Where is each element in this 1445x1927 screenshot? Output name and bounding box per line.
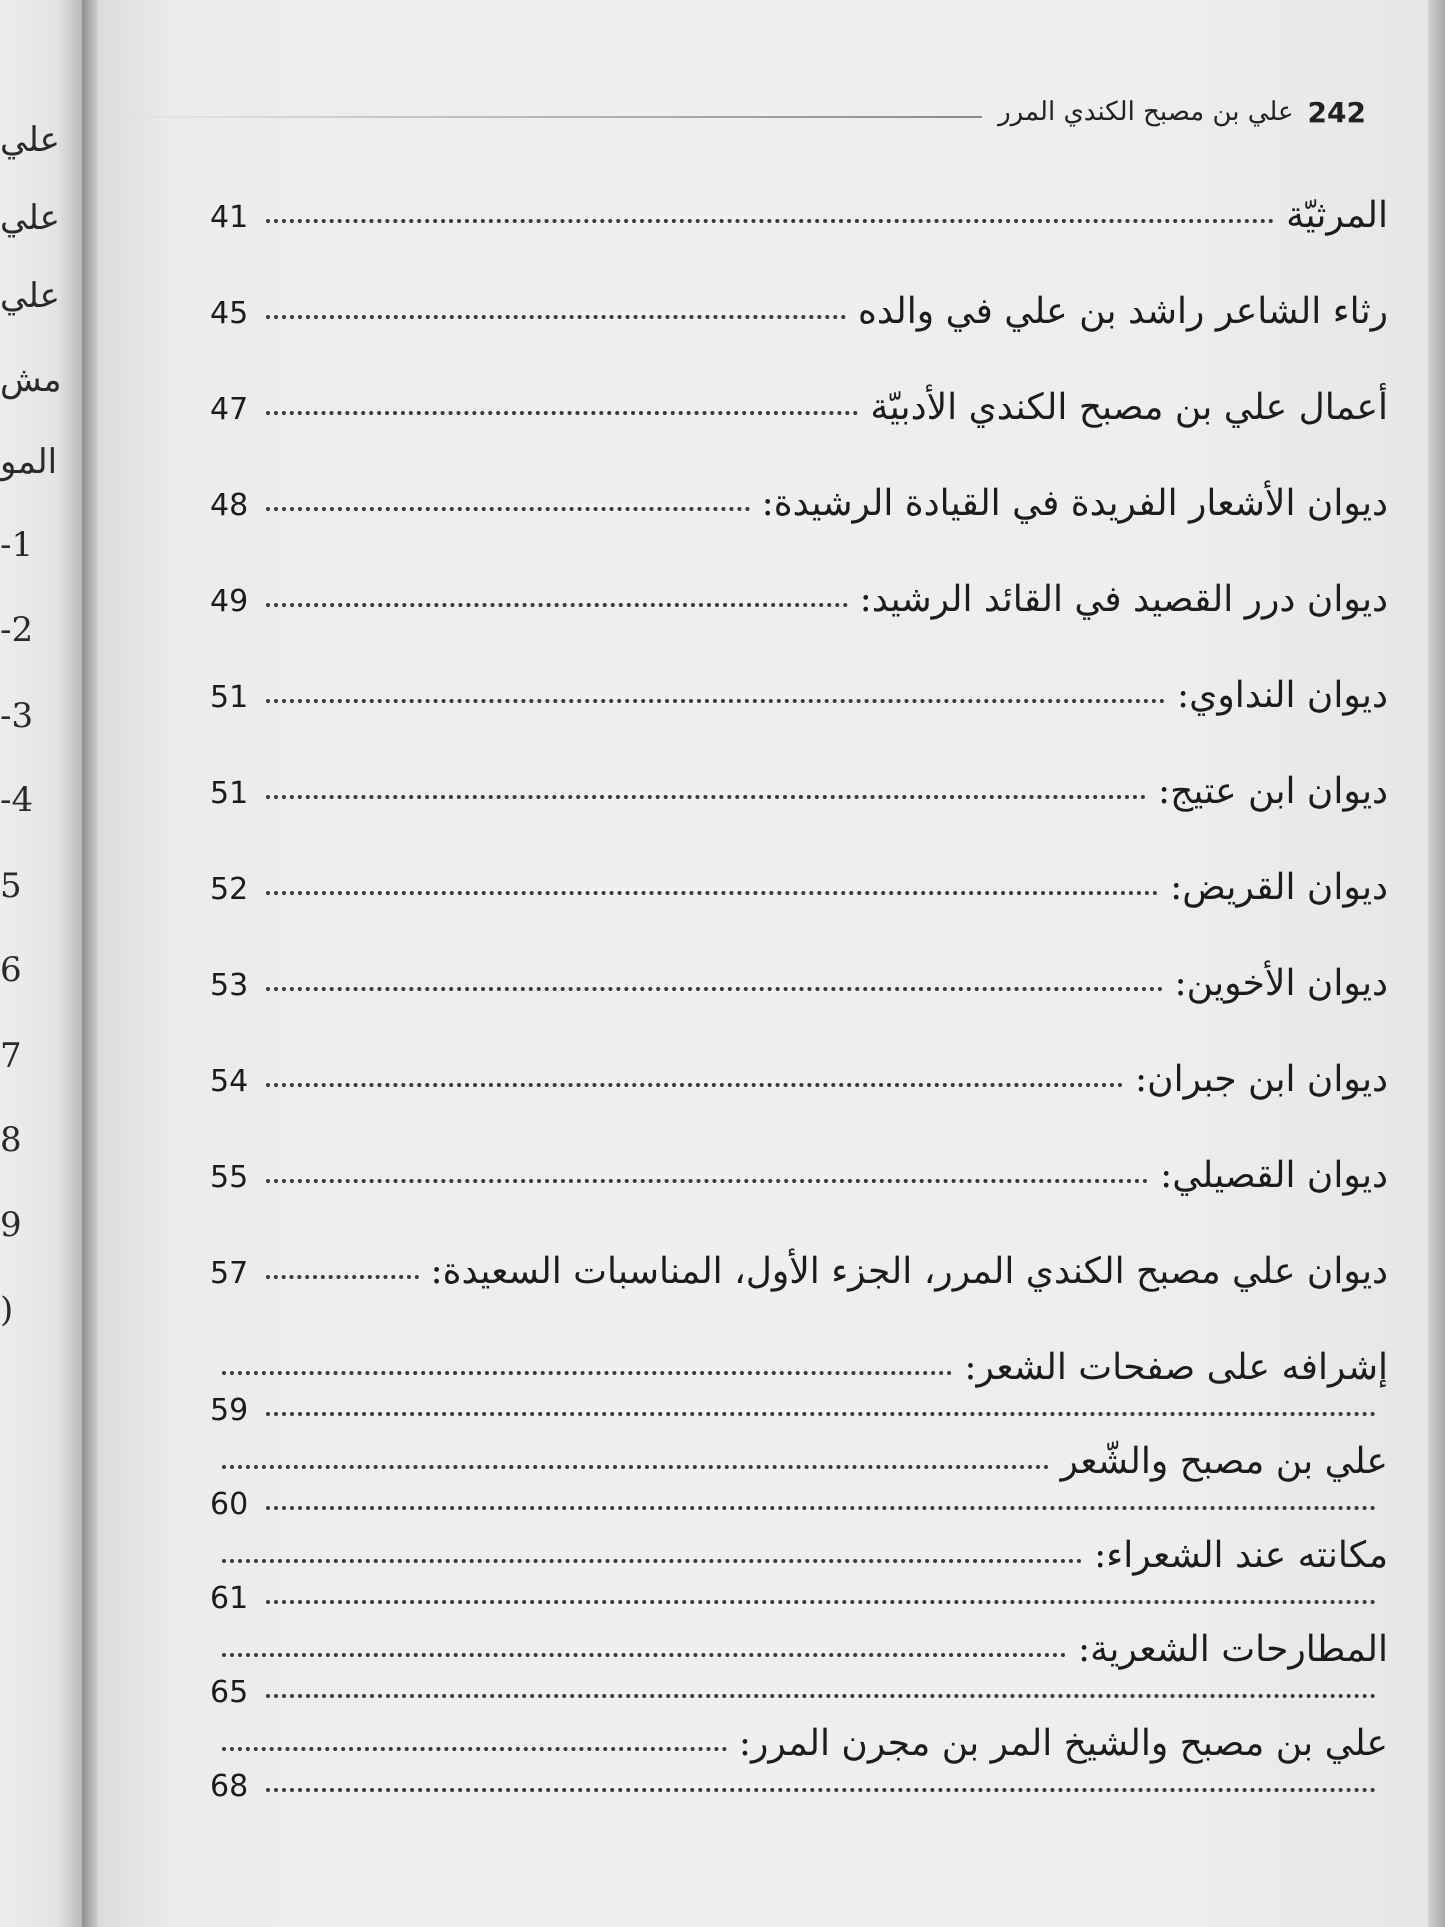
- toc-entry: [210, 675, 1388, 771]
- toc-entry: [210, 1535, 1388, 1629]
- left-page-fragment: 5: [0, 866, 22, 906]
- toc-entry-title: ديوان ابن عتيج:: [1158, 771, 1388, 812]
- dot-leader: [266, 219, 1274, 223]
- toc-entry-title: المرثيّة: [1286, 195, 1388, 236]
- toc-entry: [210, 771, 1388, 867]
- page-stack-edge: [1428, 0, 1445, 1927]
- left-page-fragment: علي: [0, 120, 60, 160]
- left-page-fragment: -4: [0, 780, 34, 820]
- dot-leader: [266, 891, 1158, 895]
- previous-page-edge: [0, 0, 82, 1927]
- toc-entry-title: ديوان القصيلي:: [1160, 1155, 1388, 1196]
- dot-leader: [266, 987, 1163, 991]
- toc-entry-page: 45: [210, 296, 249, 331]
- dot-leader: [266, 1506, 1376, 1510]
- left-page-fragment: علي: [0, 198, 60, 238]
- toc-entry-title: ديوان درر القصيد في القائد الرشيد:: [859, 579, 1388, 620]
- toc-entry-page: 55: [210, 1160, 249, 1195]
- dot-leader: [222, 1747, 727, 1751]
- toc-entry: [210, 867, 1388, 963]
- toc-entry: [210, 579, 1388, 675]
- toc-entry: [210, 1441, 1388, 1535]
- toc-entry: [210, 963, 1388, 1059]
- toc-entry-title: رثاء الشاعر راشد بن علي في والده: [858, 291, 1388, 332]
- dot-leader: [222, 1559, 1082, 1563]
- left-page-fragment: 7: [0, 1036, 22, 1076]
- toc-entry-title: ديوان القريض:: [1170, 867, 1388, 908]
- left-page-fragment: علي: [0, 276, 60, 316]
- toc-entry-title: ديوان ابن جبران:: [1135, 1059, 1388, 1100]
- left-page-fragment: 8: [0, 1120, 22, 1160]
- toc-entry-title: ديوان الأشعار الفريدة في القيادة الرشيدة:: [761, 483, 1388, 524]
- toc-entry-page: 47: [210, 392, 249, 427]
- left-page-fragment: مش: [0, 360, 62, 400]
- toc-entry: [210, 1723, 1388, 1817]
- page-header: [116, 92, 1366, 132]
- toc-entry-page: 65: [210, 1675, 249, 1710]
- toc-entry-page: 68: [210, 1769, 249, 1804]
- toc-entry-page: 61: [210, 1581, 249, 1616]
- dot-leader: [266, 1083, 1123, 1087]
- toc-entry-title: ديوان الأخوين:: [1174, 963, 1388, 1004]
- dot-leader: [266, 315, 846, 319]
- toc-entry-title: إشرافه على صفحات الشعر:: [964, 1347, 1388, 1388]
- table-of-contents: [210, 195, 1388, 1817]
- left-page-fragment: -3: [0, 696, 34, 736]
- left-page-fragment: المو: [0, 442, 58, 482]
- toc-entry-title: مكانته عند الشعراء:: [1094, 1535, 1388, 1576]
- left-page-fragment: ): [0, 1290, 14, 1330]
- running-title: علي بن مصبح الكندي المرر: [998, 97, 1294, 127]
- left-page-fragment: 9: [0, 1205, 22, 1245]
- dot-leader: [266, 1694, 1376, 1698]
- dot-leader: [266, 1412, 1376, 1416]
- toc-entry-page: 60: [210, 1487, 249, 1522]
- dot-leader: [266, 411, 858, 415]
- toc-entry: [210, 1059, 1388, 1155]
- page-number: 242: [1307, 95, 1366, 129]
- toc-entry: [210, 1629, 1388, 1723]
- toc-entry: [210, 1155, 1388, 1251]
- toc-entry: [210, 1347, 1388, 1441]
- dot-leader: [266, 1275, 419, 1279]
- toc-entry-title: أعمال علي بن مصبح الكندي الأدبيّة: [870, 387, 1388, 428]
- dot-leader: [222, 1653, 1066, 1657]
- book-gutter: [82, 0, 98, 1927]
- toc-entry: [210, 1251, 1388, 1347]
- toc-entry-page: 48: [210, 488, 249, 523]
- toc-entry: [210, 195, 1388, 291]
- toc-entry-title: ديوان علي مصبح الكندي المرر، الجزء الأول، المناسبات السعيدة:: [430, 1251, 1388, 1292]
- toc-entry-title: علي بن مصبح والشّعر: [1060, 1441, 1388, 1482]
- header-rule: [116, 116, 982, 118]
- toc-entry-page: 57: [210, 1256, 249, 1291]
- toc-entry: [210, 387, 1388, 483]
- toc-entry-page: 41: [210, 200, 249, 235]
- toc-entry: [210, 483, 1388, 579]
- dot-leader: [266, 1179, 1148, 1183]
- dot-leader: [222, 1465, 1049, 1469]
- toc-entry: [210, 291, 1388, 387]
- toc-entry-page: 51: [210, 680, 249, 715]
- dot-leader: [222, 1371, 952, 1375]
- dot-leader: [266, 699, 1165, 703]
- left-page-fragment: -1: [0, 525, 34, 565]
- book-page: [98, 0, 1428, 1927]
- toc-entry-page: 59: [210, 1393, 249, 1428]
- toc-entry-page: 53: [210, 968, 249, 1003]
- toc-entry-page: 51: [210, 776, 249, 811]
- toc-entry-page: 54: [210, 1064, 249, 1099]
- left-page-fragment: -2: [0, 610, 34, 650]
- toc-entry-title: ديوان النداوي:: [1177, 675, 1388, 716]
- left-page-fragment: 6: [0, 950, 22, 990]
- dot-leader: [266, 1600, 1376, 1604]
- toc-entry-page: 49: [210, 584, 249, 619]
- dot-leader: [266, 1788, 1376, 1792]
- toc-entry-title: علي بن مصبح والشيخ المر بن مجرن المرر:: [738, 1723, 1388, 1764]
- dot-leader: [266, 603, 848, 607]
- dot-leader: [266, 795, 1146, 799]
- dot-leader: [266, 507, 750, 511]
- toc-entry-title: المطارحات الشعرية:: [1078, 1629, 1388, 1670]
- toc-entry-page: 52: [210, 872, 249, 907]
